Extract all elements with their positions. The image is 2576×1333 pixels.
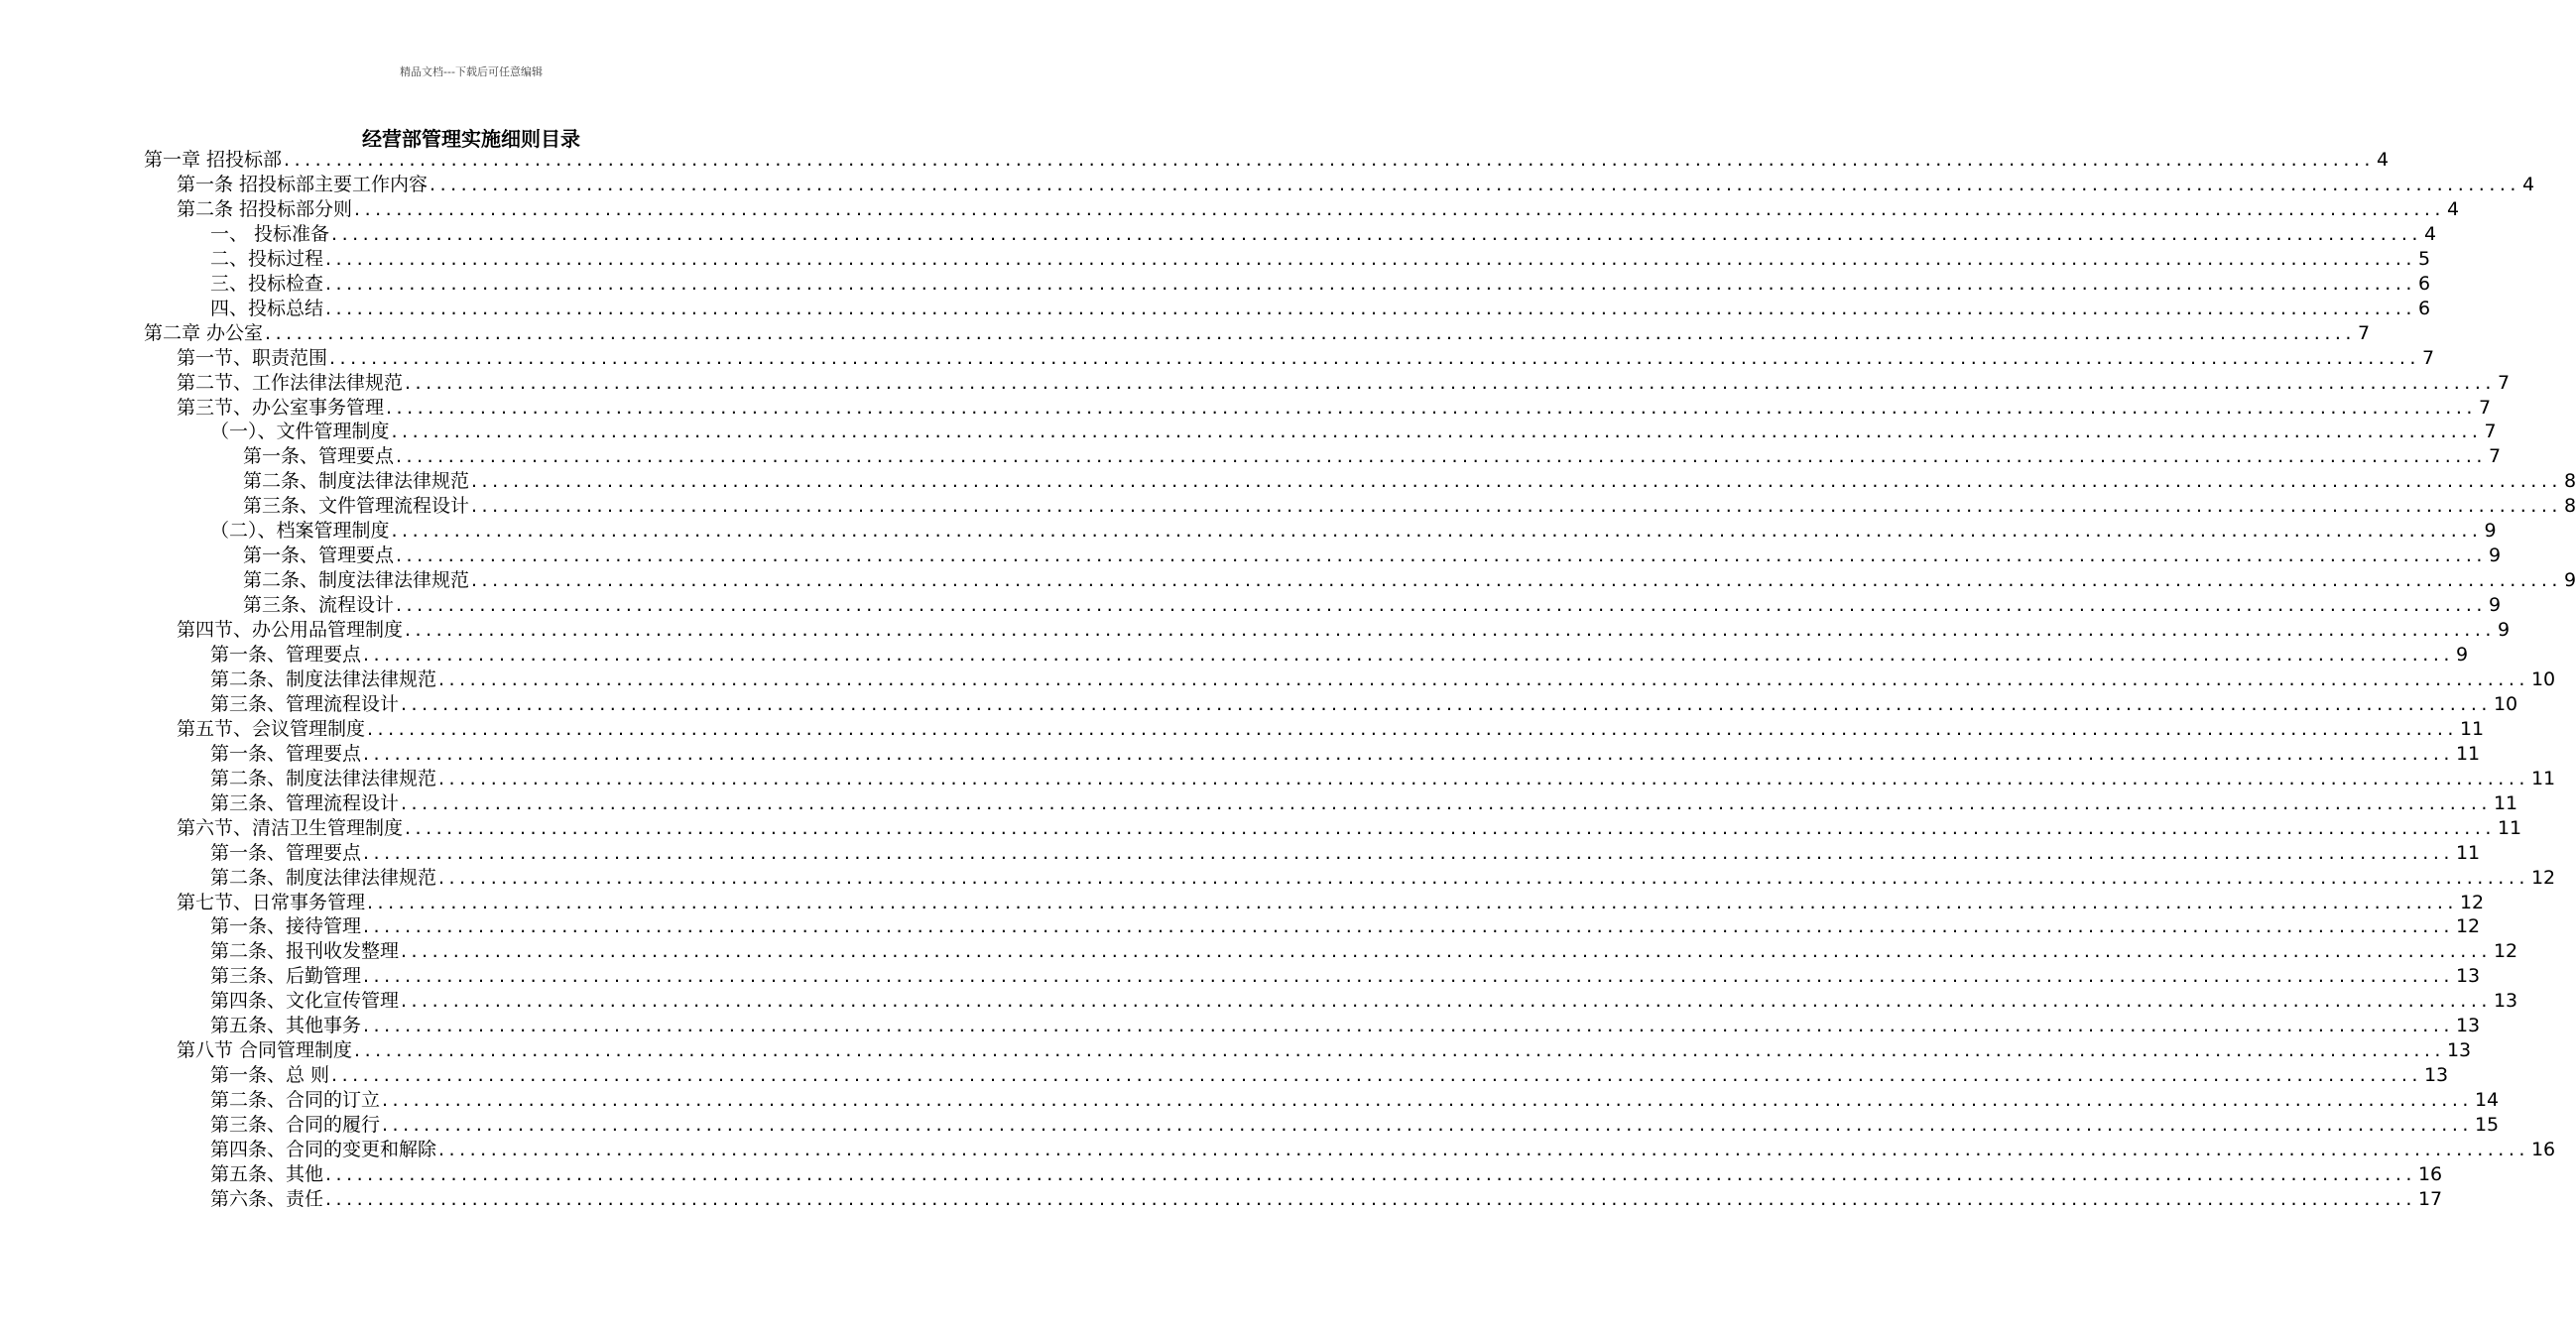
toc-entry[interactable] (243, 593, 2502, 618)
toc-entry-label: 第一条、管理要点 (210, 841, 362, 864)
toc-entry-label: 第五节、会议管理制度 (177, 717, 366, 740)
toc-entry-page: 15 (2474, 1114, 2500, 1137)
toc-entry[interactable] (210, 914, 2481, 939)
toc-leader-dots: ........................................................................................................................................................................................................ (471, 495, 2562, 518)
toc-entry-page: 9 (2488, 594, 2502, 617)
toc-entry-label: 第三条、管理流程设计 (210, 791, 400, 814)
toc-entry-label: 第三条、文件管理流程设计 (243, 495, 470, 518)
toc-entry-label: 第四条、合同的变更和解除 (210, 1139, 437, 1160)
toc-entry[interactable] (210, 519, 2497, 544)
toc-entry-page: 11 (2497, 816, 2522, 839)
toc-leader-dots: ........................................................................................................................................................................................................ (396, 545, 2487, 567)
toc-entry[interactable] (144, 321, 2371, 346)
toc-leader-dots: ........................................................................................................................................................................................................ (391, 520, 2483, 543)
toc-entry-label: 第七节、日常事务管理 (177, 891, 366, 913)
toc-leader-dots: ........................................................................................................................................................................................................ (363, 742, 2454, 765)
toc-leader-dots: ........................................................................................................................................................................................................ (354, 1039, 2445, 1062)
toc-entry[interactable] (210, 222, 2437, 247)
toc-entry-label: 第二条、制度法律法律规范 (243, 470, 470, 493)
toc-entry[interactable] (210, 939, 2518, 964)
toc-entry-page: 4 (2521, 173, 2535, 195)
toc-entry-page: 7 (2357, 321, 2371, 344)
toc-entry-page: 13 (2455, 965, 2481, 988)
toc-entry[interactable] (243, 494, 2576, 519)
toc-entry-label: 第一条、总 则 (210, 1064, 330, 1087)
toc-entry[interactable] (177, 346, 2435, 371)
toc-entry-page: 9 (2455, 644, 2469, 666)
toc-leader-dots: ........................................................................................................................................................................................................ (325, 247, 2416, 270)
toc-title: 经营部管理实施细则目录 (362, 127, 580, 151)
toc-entry-label: 第三条、流程设计 (243, 594, 395, 617)
toc-entry-label: 第一章 招投标部 (144, 149, 283, 171)
toc-entry-page: 5 (2417, 247, 2431, 270)
toc-entry-label: 第一条 招投标部主要工作内容 (177, 173, 429, 195)
toc-entry-label: 第二条 招投标部分则 (177, 197, 353, 220)
toc-entry-page: 4 (2446, 197, 2460, 220)
toc-entry-label: 第三条、合同的履行 (210, 1114, 381, 1137)
toc-entry-page: 7 (2421, 346, 2435, 369)
toc-leader-dots: ........................................................................................................................................................................................................ (363, 1015, 2454, 1037)
toc-entry[interactable] (210, 767, 2556, 791)
toc-entry-label: 第六节、清洁卫生管理制度 (177, 816, 404, 839)
toc-entry[interactable] (210, 667, 2556, 692)
toc-entry-label: （一）、文件管理制度 (210, 421, 390, 443)
toc-leader-dots: ........................................................................................................................................................................................................ (438, 667, 2529, 690)
toc-entry[interactable] (243, 544, 2502, 568)
toc-entry-page: 11 (2459, 717, 2485, 740)
toc-leader-dots: ........................................................................................................................................................................................................ (265, 321, 2356, 344)
toc-entry-page: 10 (2530, 667, 2556, 690)
toc-entry-page: 8 (2563, 495, 2576, 518)
toc-entry[interactable] (210, 964, 2481, 989)
toc-leader-dots: ........................................................................................................................................................................................................ (438, 866, 2529, 889)
toc-entry-page: 9 (2563, 569, 2576, 592)
toc-leader-dots: ........................................................................................................................................................................................................ (367, 891, 2458, 913)
toc-leader-dots: ........................................................................................................................................................................................................ (401, 791, 2492, 814)
toc-leader-dots: ........................................................................................................................................................................................................ (382, 1089, 2473, 1112)
toc-leader-dots: ........................................................................................................................................................................................................ (405, 371, 2496, 394)
toc-entry-label: 第一条、管理要点 (210, 644, 362, 666)
toc-entry-page: 12 (2459, 891, 2485, 913)
toc-entry[interactable] (177, 197, 2460, 222)
toc-entry[interactable] (210, 247, 2431, 272)
toc-entry-page: 13 (2446, 1039, 2472, 1062)
toc-entry-label: 第二条、制度法律法律规范 (243, 569, 470, 592)
toc-leader-dots: ........................................................................................................................................................................................................ (382, 1114, 2473, 1137)
toc-entry-page: 13 (2423, 1064, 2449, 1087)
toc-entry[interactable] (210, 1138, 2556, 1162)
toc-entry[interactable] (210, 692, 2518, 717)
toc-entry-label: 第五条、其他 (210, 1162, 324, 1185)
toc-entry-label: （二）、档案管理制度 (210, 520, 390, 543)
toc-leader-dots: ........................................................................................................................................................................................................ (325, 272, 2416, 295)
toc-leader-dots: ........................................................................................................................................................................................................ (329, 346, 2420, 369)
toc-entry-label: 第二条、制度法律法律规范 (210, 866, 437, 889)
toc-entry[interactable] (210, 1187, 2443, 1212)
toc-entry[interactable] (210, 1063, 2449, 1088)
toc-entry[interactable] (210, 1088, 2500, 1113)
toc-entry-label: 一、 投标准备 (210, 222, 330, 245)
toc-leader-dots: ........................................................................................................................................................................................................ (325, 297, 2416, 319)
toc-entry[interactable] (210, 1113, 2500, 1138)
toc-entry-page: 13 (2493, 990, 2518, 1013)
toc-entry-page: 9 (2497, 619, 2511, 642)
toc-entry[interactable] (177, 1038, 2472, 1063)
toc-entry-page: 17 (2417, 1187, 2443, 1210)
toc-entry[interactable] (144, 148, 2390, 173)
toc-entry[interactable] (177, 173, 2535, 197)
toc-entry[interactable] (210, 1162, 2443, 1187)
toc-entry[interactable] (210, 841, 2481, 866)
toc-entry-label: 三、投标检查 (210, 272, 324, 295)
toc-entry-page: 7 (2478, 396, 2492, 419)
toc-leader-dots: ........................................................................................................................................................................................................ (401, 692, 2492, 715)
toc-entry[interactable] (177, 891, 2485, 915)
toc-leader-dots: ........................................................................................................................................................................................................ (363, 841, 2454, 864)
toc-entry-page: 12 (2455, 915, 2481, 938)
toc-leader-dots: ........................................................................................................................................................................................................ (438, 1139, 2529, 1160)
toc-entry-label: 第一节、职责范围 (177, 346, 328, 369)
toc-entry-label: 第四节、办公用品管理制度 (177, 619, 404, 642)
toc-entry[interactable] (210, 297, 2431, 321)
toc-leader-dots: ........................................................................................................................................................................................................ (331, 222, 2422, 245)
toc-entry[interactable] (210, 791, 2518, 816)
toc-leader-dots: ........................................................................................................................................................................................................ (325, 1162, 2416, 1185)
toc-entry-page: 7 (2488, 445, 2502, 468)
toc-entry-label: 第三节、办公室事务管理 (177, 396, 385, 419)
toc-entry[interactable] (210, 1014, 2481, 1038)
toc-entry-page: 7 (2484, 421, 2497, 443)
toc-leader-dots: ........................................................................................................................................................................................................ (429, 173, 2520, 195)
toc-entry-label: 四、投标总结 (210, 297, 324, 319)
toc-entry[interactable] (177, 717, 2485, 742)
toc-leader-dots: ........................................................................................................................................................................................................ (405, 619, 2496, 642)
toc-entry-page: 6 (2417, 297, 2431, 319)
toc-entry[interactable] (210, 420, 2497, 444)
toc-entry-label: 第四条、文化宣传管理 (210, 990, 400, 1013)
toc-entry-page: 10 (2493, 692, 2518, 715)
toc-entry-label: 第三条、管理流程设计 (210, 692, 400, 715)
toc-entry[interactable] (243, 469, 2576, 494)
toc-leader-dots: ........................................................................................................................................................................................................ (363, 644, 2454, 666)
toc-entry[interactable] (210, 742, 2481, 767)
toc-entry-label: 第二条、制度法律法律规范 (210, 667, 437, 690)
toc-leader-dots: ........................................................................................................................................................................................................ (396, 594, 2487, 617)
toc-entry-label: 第一条、管理要点 (243, 545, 395, 567)
toc-leader-dots: ........................................................................................................................................................................................................ (386, 396, 2477, 419)
toc-entry-label: 第五条、其他事务 (210, 1015, 362, 1037)
toc-entry-page: 12 (2530, 866, 2556, 889)
toc-entry-page: 4 (2423, 222, 2437, 245)
toc-entry-page: 16 (2530, 1139, 2556, 1160)
toc-entry-label: 第二条、合同的订立 (210, 1089, 381, 1112)
toc-entry-page: 8 (2563, 470, 2576, 493)
toc-leader-dots: ........................................................................................................................................................................................................ (363, 965, 2454, 988)
toc-entry[interactable] (243, 568, 2576, 593)
toc-leader-dots: ........................................................................................................................................................................................................ (396, 445, 2487, 468)
toc-entry-label: 第二条、制度法律法律规范 (210, 767, 437, 789)
toc-leader-dots: ........................................................................................................................................................................................................ (363, 915, 2454, 938)
toc-entry-page: 7 (2497, 371, 2511, 394)
toc-entry-label: 第八节 合同管理制度 (177, 1039, 353, 1062)
toc-entry-page: 14 (2474, 1089, 2500, 1112)
toc-leader-dots: ........................................................................................................................................................................................................ (438, 767, 2529, 789)
toc-leader-dots: ........................................................................................................................................................................................................ (471, 470, 2562, 493)
toc-entry-label: 二、投标过程 (210, 247, 324, 270)
toc-entry-label: 第二章 办公室 (144, 321, 264, 344)
toc-entry-page: 11 (2530, 767, 2556, 789)
toc-entry[interactable] (177, 618, 2511, 643)
toc-entry[interactable] (177, 816, 2522, 841)
toc-entry-page: 9 (2488, 545, 2502, 567)
toc-entry-page: 16 (2417, 1162, 2443, 1185)
toc-entry-page: 12 (2493, 940, 2518, 963)
toc-leader-dots: ........................................................................................................................................................................................................ (354, 197, 2445, 220)
toc-leader-dots: ........................................................................................................................................................................................................ (284, 149, 2375, 171)
toc-leader-dots: ........................................................................................................................................................................................................ (401, 990, 2492, 1013)
toc-entry-label: 第一条、管理要点 (243, 445, 395, 468)
toc-entry-label: 第一条、管理要点 (210, 742, 362, 765)
toc-entry-page: 11 (2493, 791, 2518, 814)
toc-entry-label: 第三条、后勤管理 (210, 965, 362, 988)
toc-entry[interactable] (210, 989, 2518, 1014)
toc-entry-page: 4 (2376, 149, 2390, 171)
toc-entry-page: 9 (2484, 520, 2497, 543)
toc-entry[interactable] (210, 866, 2556, 891)
toc-entry[interactable] (210, 272, 2431, 297)
toc-entry-label: 第二节、工作法律法律规范 (177, 371, 404, 394)
toc-leader-dots: ........................................................................................................................................................................................................ (367, 717, 2458, 740)
toc-entry-page: 13 (2455, 1015, 2481, 1037)
toc-entry[interactable] (243, 444, 2502, 469)
toc-leader-dots: ........................................................................................................................................................................................................ (325, 1187, 2416, 1210)
toc-leader-dots: ........................................................................................................................................................................................................ (391, 421, 2483, 443)
toc-entry[interactable] (177, 396, 2492, 421)
page-header-note: 精品文档---下载后可任意编辑 (400, 65, 543, 78)
toc-leader-dots: ........................................................................................................................................................................................................ (405, 816, 2496, 839)
toc-entry-label: 第二条、报刊收发整理 (210, 940, 400, 963)
toc-entry-page: 11 (2455, 841, 2481, 864)
toc-entry[interactable] (177, 371, 2511, 396)
toc-leader-dots: ........................................................................................................................................................................................................ (401, 940, 2492, 963)
toc-entry[interactable] (210, 643, 2469, 667)
toc-entry-label: 第六条、责任 (210, 1187, 324, 1210)
toc-entry-page: 11 (2455, 742, 2481, 765)
toc-entry-label: 第一条、接待管理 (210, 915, 362, 938)
toc-entry-page: 6 (2417, 272, 2431, 295)
toc-leader-dots: ........................................................................................................................................................................................................ (331, 1064, 2422, 1087)
toc-leader-dots: ........................................................................................................................................................................................................ (471, 569, 2562, 592)
